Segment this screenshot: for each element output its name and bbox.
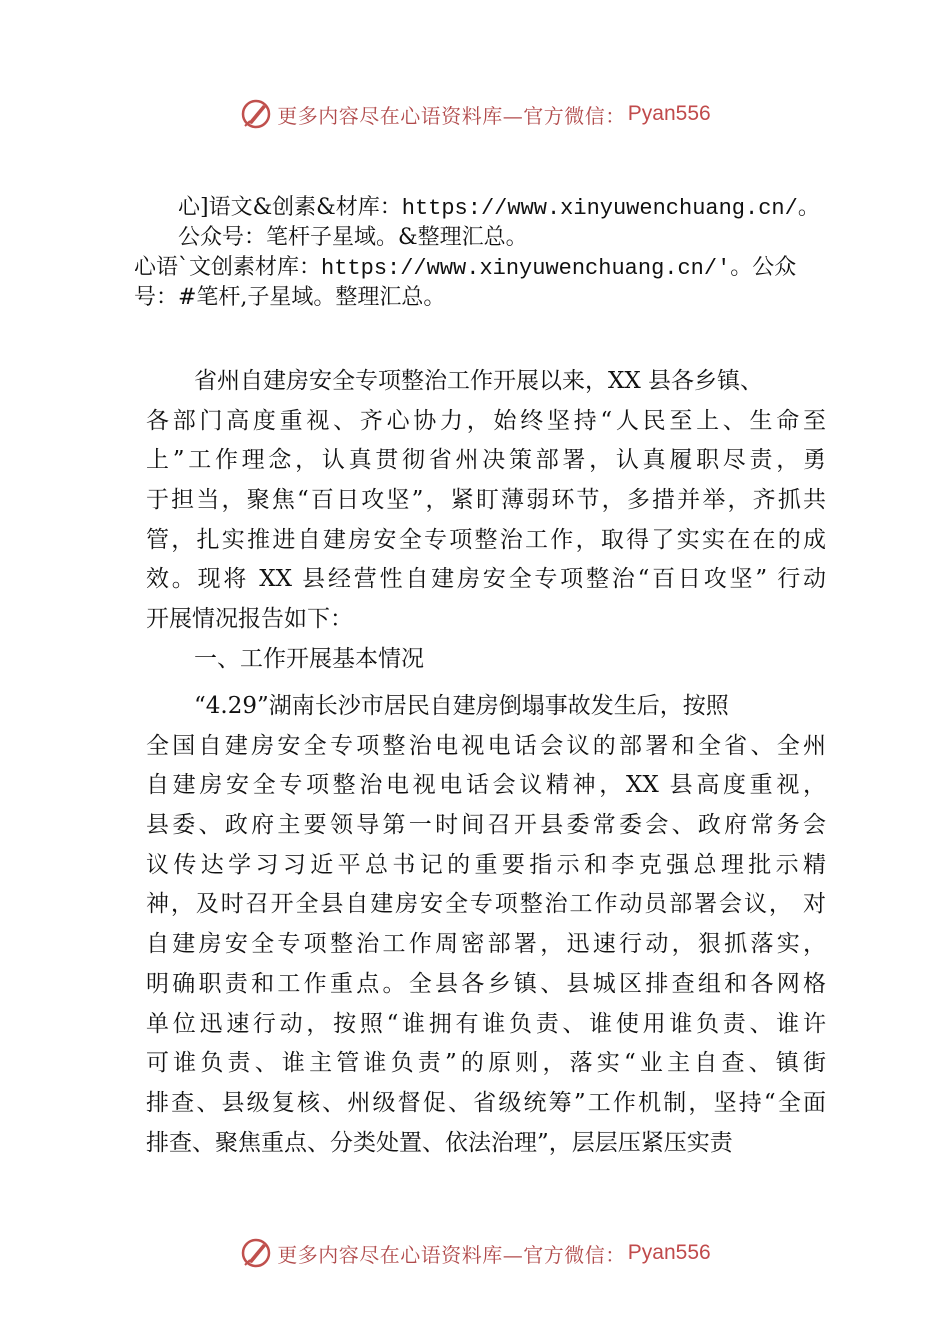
note-line-3: 心语`文创素材库：https://www.xinyuwenchuang.cn/'。公众 [134, 255, 797, 281]
text-line: 明确职责和工作重点。全县各乡镇、县城区排查组和各网格 [146, 970, 826, 997]
note-line-4: 号：#笔杆,子星域。整理汇总。 [134, 285, 446, 310]
quill-logo-icon [239, 1236, 273, 1270]
text-line: 省州自建房安全专项整治工作开展以来，XX 县各乡镇、 [194, 368, 764, 394]
watermark-text: 更多内容尽在心语资料库—官方微信： [277, 1242, 626, 1267]
note-line-2: 公众号：笔杆子星域。&整理汇总。 [178, 225, 528, 250]
text-line: 可谁负责、谁主管谁负责”的原则，落实“业主自查、镇街 [146, 1050, 826, 1077]
text-line: 效。现将 XX 县经营性自建房安全专项整治“百日攻坚” 行动 [146, 566, 826, 593]
text-line: 于担当，聚焦“百日攻坚”，紧盯薄弱环节，多措并举，齐抓共 [146, 487, 826, 514]
text-line: 排查、聚焦重点、分类处置、依法治理”，层层压紧压实责 [146, 1129, 733, 1156]
text-line: 上”工作理念，认真贯彻省州决策部署，认真履职尽责，勇 [146, 447, 826, 474]
watermark-text: 更多内容尽在心语资料库—官方微信： [277, 103, 626, 128]
paragraph-background [146, 687, 826, 1163]
note-line-1: 心]语文&创素&材库：https://www.xinyuwenchuang.cn/。 [178, 195, 820, 221]
watermark-banner-top [0, 94, 950, 134]
section-heading: 一、工作开展基本情况 [194, 645, 424, 672]
text-line: 县委、政府主要领导第一时间召开县委常委会、政府常务会 [146, 812, 826, 839]
paragraph-intro [146, 362, 826, 680]
text-line: 神，及时召开全县自建房安全专项整治工作动员部署会议， 对 [146, 891, 826, 918]
quill-logo-icon [239, 97, 273, 131]
text-line: 自建房安全专项整治电视电话会议精神，XX 县高度重视， [146, 772, 826, 799]
text-line: 各部门高度重视、齐心协力，始终坚持“人民至上、生命至 [146, 407, 826, 434]
watermark-wechat-id: Pyan556 [627, 1241, 711, 1264]
text-line: 管，扎实推进自建房安全专项整治工作，取得了实实在在的成 [146, 526, 826, 553]
text-line: 单位迅速行动，按照“谁拥有谁负责、谁使用谁负责、谁许 [146, 1010, 826, 1037]
text-line: 排查、县级复核、州级督促、省级统筹”工作机制，坚持“全面 [146, 1089, 826, 1116]
text-line: 自建房安全专项整治工作周密部署，迅速行动，狠抓落实， [146, 931, 826, 958]
watermark-wechat-id: Pyan556 [627, 102, 711, 125]
text-line: “4.29”湖南长沙市居民自建房倒塌事故发生后，按照 [194, 693, 729, 719]
text-line: 全国自建房安全专项整治电视电话会议的部署和全省、全州 [146, 732, 826, 759]
text-line: 开展情况报告如下： [146, 606, 353, 633]
watermark-banner-bottom [0, 1233, 950, 1273]
text-line: 议传达学习习近平总书记的重要指示和李克强总理批示精 [146, 851, 826, 878]
